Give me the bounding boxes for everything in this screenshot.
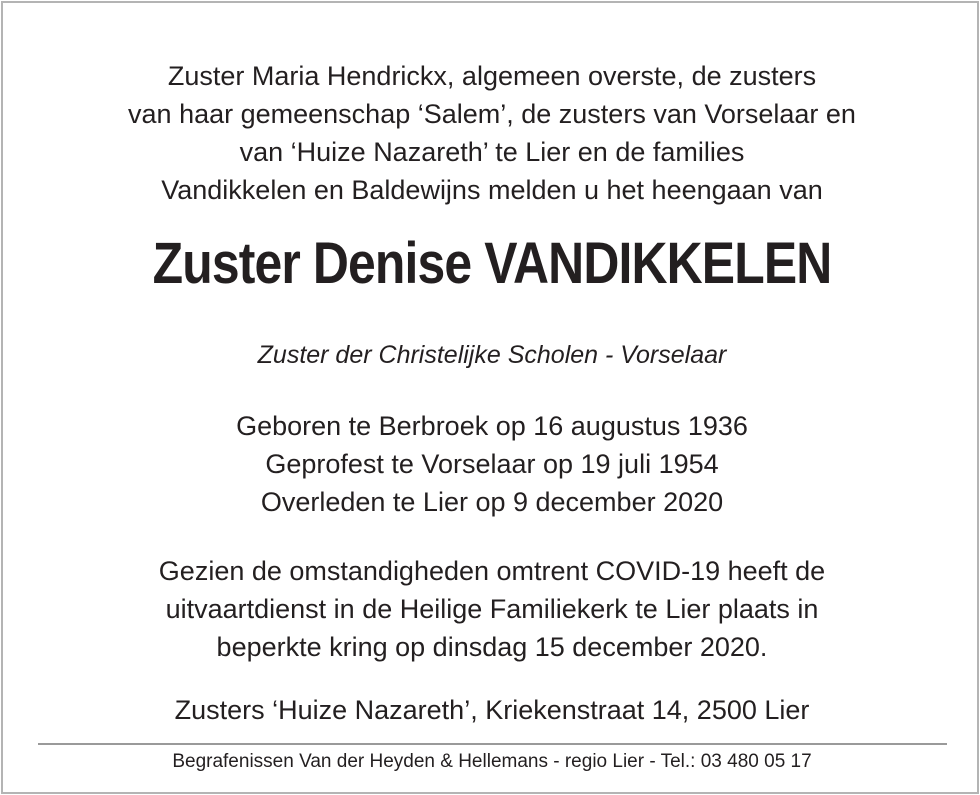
intro-line-2: van haar gemeenschap ‘Salem’, de zusters van Vorselaar en xyxy=(128,99,856,129)
death-line: Overleden te Lier op 9 december 2020 xyxy=(260,487,724,517)
birth-line: Geboren te Berbroek op 16 augustus 1936 xyxy=(236,411,748,441)
profession-line: Geprofest te Vorselaar op 19 juli 1954 xyxy=(265,449,719,479)
funeral-home-footer: Begrafenissen Van der Heyden & Hellemans - regio Lier - Tel.: 03 480 05 17 xyxy=(172,751,812,772)
funeral-line-1: Gezien de omstandigheden omtrent COVID-19 heeft de xyxy=(158,556,826,586)
intro-line-4: Vandikkelen en Baldewijns melden u het heengaan van xyxy=(161,175,823,205)
intro-line-1: Zuster Maria Hendrickx, algemeen overste, de zusters xyxy=(167,61,817,91)
congregation: Zuster der Christelijke Scholen - Vorselaar xyxy=(257,341,727,369)
obituary-notice xyxy=(1,1,979,794)
footer-divider xyxy=(38,743,947,745)
intro-line-3: van ‘Huize Nazareth’ te Lier en de families xyxy=(239,137,745,167)
funeral-line-3: beperkte kring op dinsdag 15 december 2020. xyxy=(216,632,768,662)
deceased-name: Zuster Denise VANDIKKELEN xyxy=(152,231,832,296)
contact-address: Zusters ‘Huize Nazareth’, Kriekenstraat 14, 2500 Lier xyxy=(174,695,810,725)
funeral-line-2: uitvaartdienst in de Heilige Familiekerk te Lier plaats in xyxy=(165,594,819,624)
